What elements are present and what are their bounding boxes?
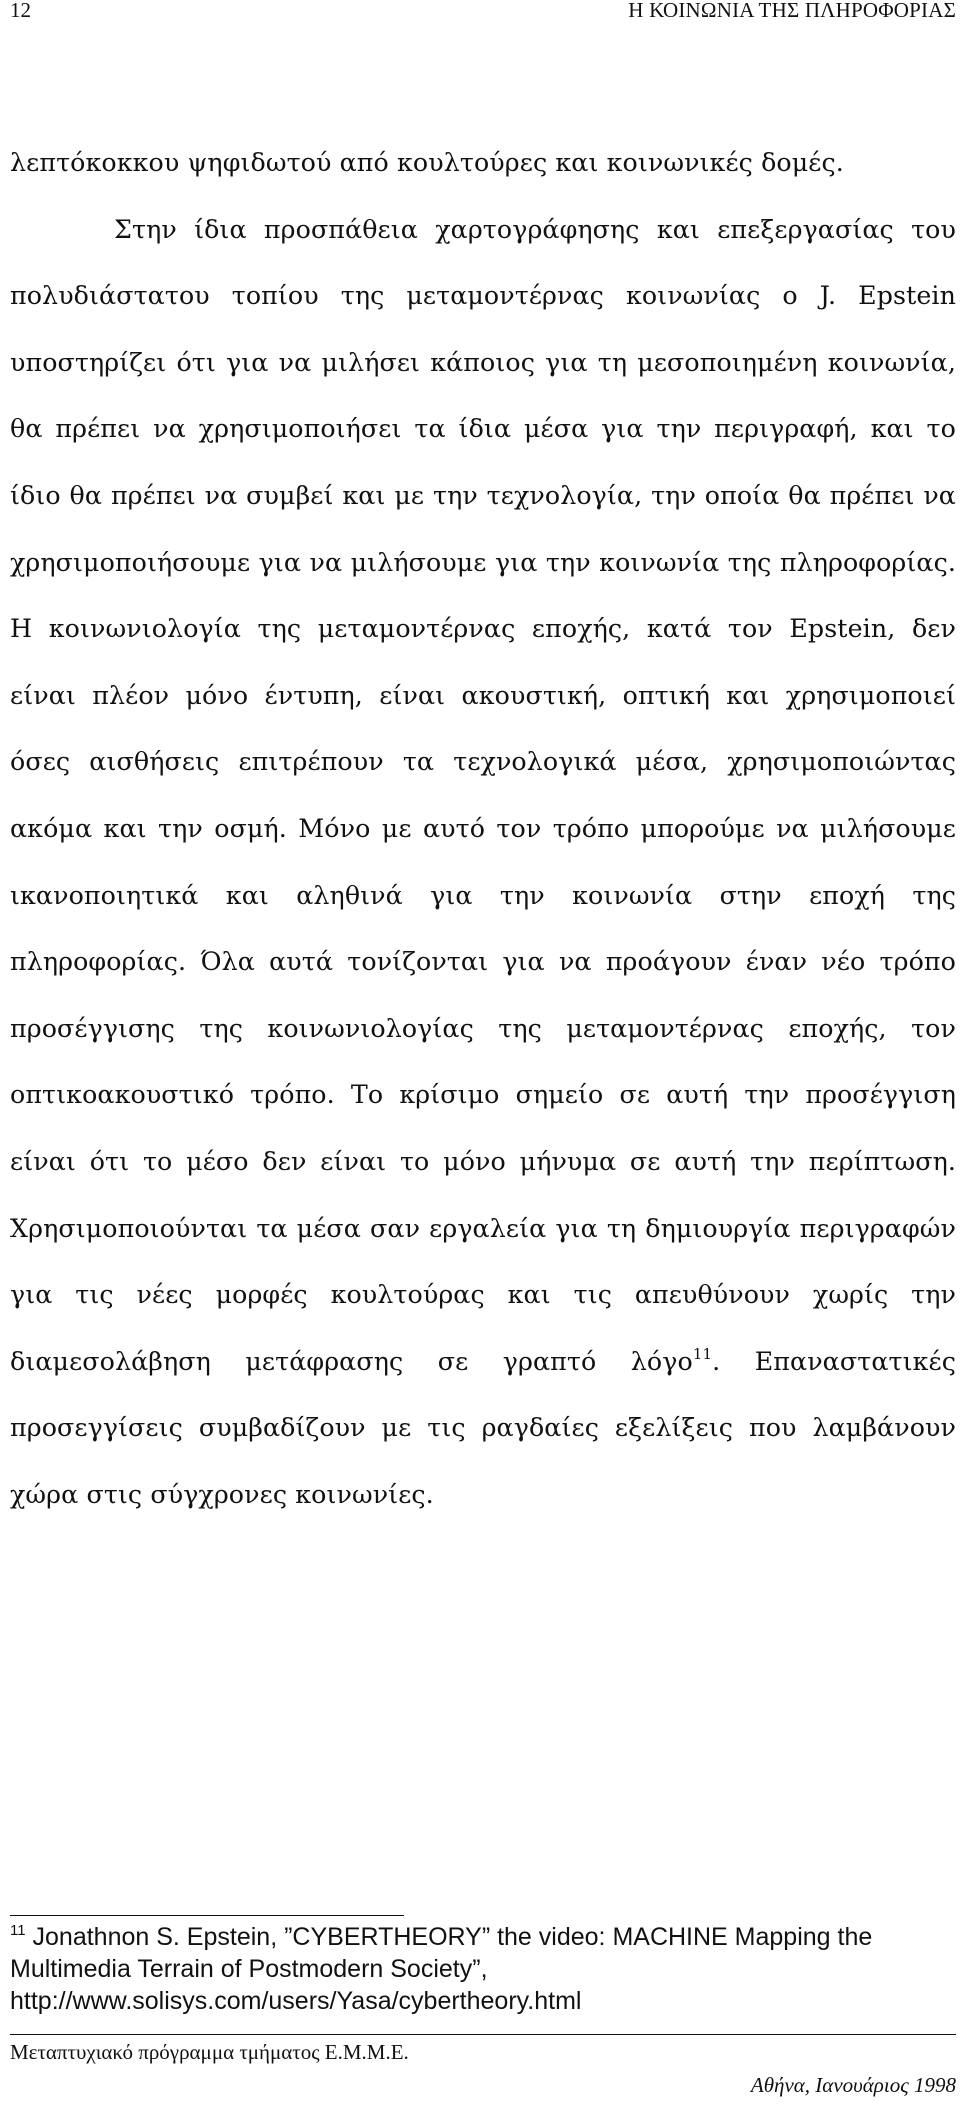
footnote-reference: 11 <box>692 1344 713 1363</box>
footnote-separator <box>10 1915 404 1916</box>
paragraph-2 <box>10 197 956 1529</box>
footer-separator <box>10 2034 956 2035</box>
page-header <box>10 0 956 40</box>
footer-place-date: Αθήνα, Ιανουάριος 1998 <box>750 2073 956 2097</box>
paragraph-2-text: Στην ίδια προσπάθεια χαρτογράφησης και επεξεργασίας του πολυδιάστατου τοπίου της μεταμοντέρνας κοινωνίας ο J. Epstein υποστηρίζει ότι για να μιλήσει κάποιος για τη μεσοποιημένη κοινωνία, θα πρέπει να χρησιμοποιήσει τα ίδια μέσα για την περιγραφή, και το ίδιο θα πρέπει να συμβεί και με την τεχνολογία, την οποία θα πρέπει να χρησιμοποιήσουμε για να μιλήσουμε για την κοινωνία της πληροφορίας. Η κοινωνιολογία της μεταμοντέρνας εποχής, κατά τον Epstein, δεν είναι πλέον μόνο έντυπη, είναι ακουστική, οπτική και χρησιμοποιεί όσες αισθήσεις επιτρέπουν τα τεχνολογικά μέσα, χρησιμοποιώντας ακόμα και την οσμή. Μόνο με αυτό τον τρόπο μπορούμε να μιλήσουμε ικανοποιητικά και αληθινά για την κοινωνία στην εποχή της πληροφορίας. Όλα αυτά τονίζονται για να προάγουν έναν νέο τρόπο προσέγγισης της κοινωνιολογίας της μεταμοντέρνας εποχής, τον οπτικοακουστικό τρόπο. Το κρίσιμο σημείο σε αυτή την προσέγγιση είναι ότι το μέσο δεν είναι το μόνο μήνυμα σε αυτή την περίπτωση. Χρησιμοποιούνται τα μέσα σαν εργαλεία για τη δημιουργία περιγραφών για τις νέες μορφές κουλτούρας και τις απευθύνουν χωρίς την διαμεσολάβηση μετάφρασης σε γραπτό λόγο <box>10 214 956 1376</box>
page-number: 12 <box>10 0 31 22</box>
running-title: Η ΚΟΙΝΩΝΙΑ ΤΗΣ ΠΛΗΡΟΦΟΡΙΑΣ <box>628 0 956 22</box>
footer-program: Μεταπτυχιακό πρόγραμμα τμήματος Ε.Μ.Μ.Ε. <box>10 2040 409 2064</box>
footnote-text: Jonathnon S. Epstein, ”CYBERTHEORY” the video: MACHINE Mapping the Multimedia Terrain of Postmodern Society”, http://www.solisys.com/users/Yasa/cybertheory.html <box>10 1923 873 2015</box>
footnote-number: 11 <box>10 1922 26 1939</box>
paragraph-1: λεπτόκοκκου ψηφιδωτού από κουλτούρες και κοινωνικές δομές. <box>10 148 844 177</box>
body-text <box>10 130 956 1528</box>
paragraph-2-continuation: . Επαναστατικές προσεγγίσεις συμβαδίζουν με τις ραγδαίες εξελίξεις που λαμβάνουν χώρα στις σύγχρονες κοινωνίες. <box>10 1346 957 1509</box>
footnote <box>10 1921 956 2017</box>
